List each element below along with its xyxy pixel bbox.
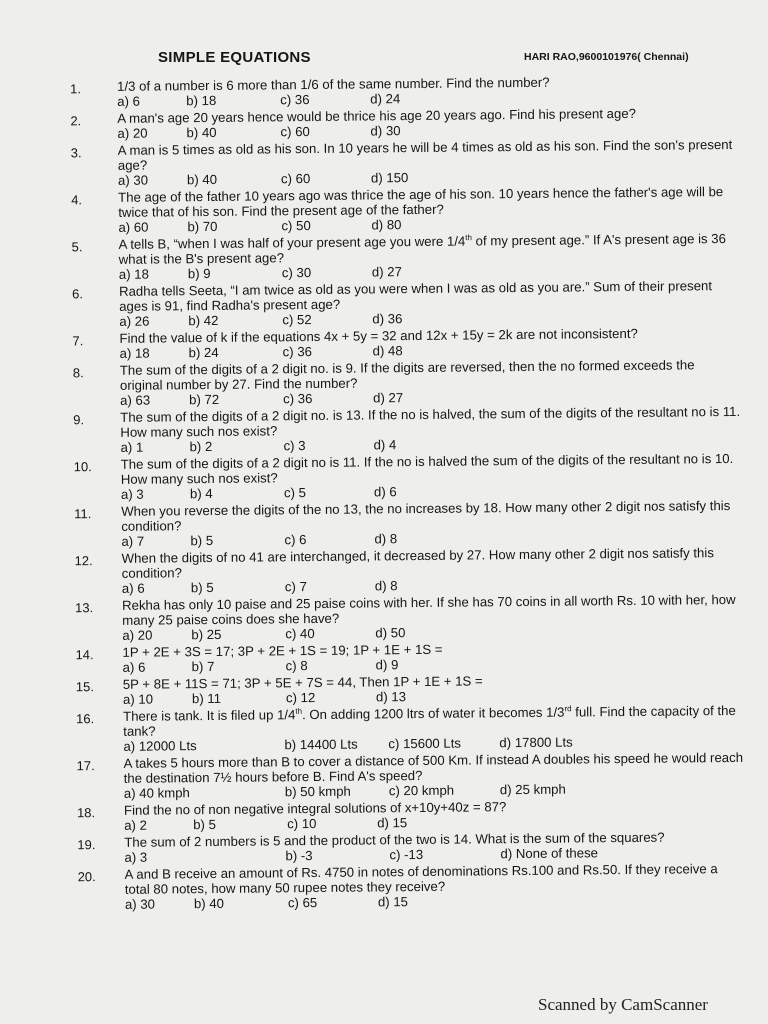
question-item [0, 73, 768, 110]
question-body [122, 592, 742, 643]
answer-option: a) 20 [117, 125, 148, 141]
answer-option: b) 14400 Lts [284, 736, 358, 753]
answer-option: b) 40 [186, 171, 218, 188]
question-item [7, 829, 768, 866]
answer-option: a) 12000 Lts [123, 738, 197, 754]
answer-option: b) 9 [187, 265, 211, 282]
answer-option: b) 72 [189, 391, 220, 408]
question-text: Radha tells Seeta, “I am twice as old as you were when I was as old as you are.” Sum of their present ages is 91, find Radha's present age? [118, 278, 713, 314]
answer-option: b) 5 [190, 532, 214, 549]
answer-option: c) 8 [285, 658, 308, 674]
answer-option: b) 70 [187, 218, 218, 235]
question-item [2, 325, 768, 362]
question-body [120, 404, 740, 455]
question-body [121, 451, 741, 502]
answer-option: c) 7 [284, 579, 307, 595]
question-body [118, 137, 738, 188]
question-number: 9. [73, 412, 85, 428]
answer-option: d) 50 [375, 625, 406, 641]
question-body [125, 861, 745, 912]
question-text: The sum of the digits of a 2 digit no. is 13. If the no is halved, the sum of the digits of the resultant no is 11. How many such nos exist? [120, 403, 741, 440]
answer-option: a) 6 [122, 659, 146, 675]
answer-option: c) 12 [285, 690, 316, 706]
question-text: A tells B, “when I was half of your present age you were 1/4th of my present age.” If A's present age is 36 what is the B's present age? [118, 231, 726, 267]
answer-option: a) 6 [121, 580, 145, 596]
answer-option: c) 15600 Lts [388, 735, 462, 752]
answer-option: d) 9 [375, 657, 399, 673]
question-number: 17. [76, 758, 95, 774]
question-item [5, 545, 768, 597]
answer-option: b) 50 kmph [284, 783, 351, 800]
question-number: 2. [70, 113, 82, 129]
question-number: 16. [76, 711, 95, 727]
answer-option: d) 6 [373, 484, 397, 500]
question-body [121, 498, 741, 549]
page-header [0, 48, 768, 68]
answer-option: d) 24 [370, 91, 401, 107]
question-number: 7. [72, 333, 84, 349]
question-body [120, 357, 740, 408]
question-text: A man's age 20 years hence would be thrice his age 20 years ago. Find his present age? [117, 105, 637, 126]
answer-option: b) 40 [193, 895, 225, 912]
question-text: Find the no of non negative integral solutions of x+10y+40z = 87? [123, 799, 507, 818]
question-text: 5P + 8E + 11S = 71; 3P + 5E + 7S = 44, Then 1P + 1E + 1S = [122, 673, 483, 692]
question-body [122, 545, 742, 596]
question-text: A takes 5 hours more than B to cover a distance of 500 Km. If instead A doubles his speed he would reach the destination 7½ hours before B. Find A's speed? [123, 749, 744, 786]
question-body [117, 105, 737, 141]
answer-option: c) 20 kmph [388, 782, 455, 799]
answer-option: d) 27 [371, 264, 402, 280]
question-text: When the digits of no 41 are interchanged, it decreased by 27. How many other 2 digit nos satisfy this condition? [121, 545, 714, 581]
question-body [117, 73, 737, 109]
question-number: 15. [75, 679, 94, 695]
answer-option: a) 3 [120, 486, 144, 502]
question-number: 5. [71, 239, 83, 255]
question-item [8, 861, 768, 913]
question-number: 18. [76, 805, 96, 821]
answer-option: a) 63 [120, 392, 151, 408]
question-item [3, 357, 768, 409]
answer-option: b) 18 [186, 92, 217, 109]
answer-option: b) -3 [285, 848, 313, 864]
answer-option: a) 30 [124, 896, 156, 912]
question-item [5, 639, 768, 676]
question-text: When you reverse the digits of the no 13, the no increases by 18. How many other 2 digit nos satisfy this condition? [121, 498, 731, 534]
question-body [118, 184, 738, 235]
question-number: 6. [71, 286, 83, 302]
answer-option: d) 150 [370, 170, 409, 186]
question-body [119, 231, 739, 282]
question-text: The sum of the digits of a 2 digit no is 11. If the no is halved the sum of the digits of the resultant no is 10. How many such nos exist? [120, 450, 734, 487]
question-text: There is tank. It is filed up 1/4th. On adding 1200 ltrs of water it becomes 1/3rd full. Find the capacity of the tank? [123, 702, 736, 739]
answer-option: d) 17800 Lts [499, 734, 573, 751]
scanner-watermark: Scanned by CamScanner [538, 995, 708, 1014]
question-text: A and B receive an amount of Rs. 4750 in notes of denominations Rs.100 and Rs.50. If they receive a total 80 notes, how many 50 rupee notes they receive? [124, 861, 718, 897]
answer-option: a) 18 [119, 345, 150, 361]
answer-option: c) 30 [281, 265, 312, 281]
answer-option: c) 65 [287, 894, 318, 911]
question-text: A man is 5 times as old as his son. In 10 years he will be 4 times as old as his son. Find the son's present age? [117, 136, 733, 173]
question-number: 3. [70, 145, 82, 161]
answer-option: b) 7 [191, 658, 215, 675]
answer-option: c) 6 [284, 532, 307, 548]
question-item [4, 498, 768, 550]
answer-option: d) 80 [371, 217, 402, 233]
question-body [124, 829, 744, 865]
question-item [1, 137, 768, 189]
answer-option: d) 13 [375, 689, 407, 705]
question-item [6, 671, 768, 708]
question-item [1, 184, 768, 236]
answer-option: a) 26 [119, 313, 150, 329]
answer-option: b) 4 [189, 485, 213, 502]
question-body [123, 671, 743, 707]
page-title: SIMPLE EQUATIONS [158, 49, 311, 66]
question-text: Rekha has only 10 paise and 25 paise coins with her. If she has 70 coins in all worth Rs. 10 with her, how many 25 paise coins does she have? [121, 591, 736, 628]
answer-option: b) 25 [191, 626, 222, 643]
question-list [0, 73, 768, 915]
answer-option: c) 3 [283, 438, 306, 454]
answer-option: a) 10 [122, 691, 154, 707]
answer-option: b) 40 [186, 124, 217, 141]
question-item [7, 797, 768, 834]
question-number: 10. [73, 459, 92, 475]
question-body [123, 703, 743, 754]
question-item [4, 451, 768, 503]
answer-option: d) 27 [372, 390, 404, 406]
answer-option: a) 7 [121, 533, 145, 549]
answer-option: c) 36 [280, 92, 310, 108]
question-item [2, 231, 768, 283]
answer-option: d) 8 [374, 531, 398, 547]
answer-option: c) 40 [285, 626, 315, 642]
answer-option: a) 30 [117, 172, 149, 188]
answer-option: c) 60 [280, 171, 311, 187]
answer-option: b) 2 [189, 438, 213, 455]
question-body [122, 639, 742, 675]
question-text: The sum of the digits of a 2 digit no. is 9. If the digits are reversed, then the no formed exceeds the original number by 27. Find the number? [119, 357, 695, 393]
answer-option: b) 24 [188, 344, 219, 361]
answer-option: b) 11 [191, 690, 222, 707]
answer-option: a) 6 [117, 93, 141, 109]
question-text: The age of the father 10 years ago was thrice the age of his son. 10 years hence the father's age will be twice that of his son. Find the present age of the father? [118, 184, 724, 220]
question-item [2, 278, 768, 330]
question-text: 1/3 of a number is 6 more than 1/6 of the same number. Find the number? [116, 74, 550, 94]
answer-option: d) 15 [377, 894, 409, 910]
answer-option: d) None of these [500, 845, 599, 862]
answer-option: d) 30 [370, 123, 401, 139]
question-body [123, 750, 743, 801]
answer-option: c) -13 [389, 846, 424, 863]
question-number: 8. [72, 365, 84, 381]
answer-option: b) 5 [190, 579, 214, 596]
question-text: The sum of 2 numbers is 5 and the product of the two is 14. What is the sum of the squares? [124, 829, 665, 850]
answer-option: c) 50 [281, 218, 311, 234]
answer-option: b) 5 [193, 816, 216, 833]
answer-option: b) 42 [188, 312, 219, 329]
question-item [6, 750, 768, 802]
answer-option: a) 18 [118, 266, 150, 282]
answer-option: d) 8 [374, 578, 398, 594]
question-number: 1. [70, 81, 82, 97]
answer-option: d) 48 [372, 343, 403, 359]
question-number: 14. [75, 647, 94, 663]
question-number: 4. [71, 192, 83, 208]
question-number: 11. [74, 506, 92, 522]
answer-option: d) 4 [373, 437, 397, 453]
question-body [119, 325, 739, 361]
answer-option: d) 36 [372, 311, 403, 327]
answer-option: c) 5 [283, 485, 307, 501]
question-number: 12. [74, 553, 93, 569]
answer-option: a) 60 [118, 219, 149, 235]
question-number: 19. [77, 837, 96, 853]
question-body [124, 797, 744, 833]
answer-option: c) 52 [282, 312, 312, 328]
question-item [3, 404, 768, 456]
answer-option: c) 36 [282, 344, 313, 360]
author-credit: HARI RAO,9600101976( Chennai) [524, 51, 689, 63]
answer-option: d) 15 [377, 815, 408, 831]
answer-option: a) 3 [124, 849, 148, 865]
question-text: 1P + 2E + 3S = 17; 3P + 2E + 1S = 19; 1P + 1E + 1S = [122, 641, 443, 660]
question-item [6, 703, 768, 755]
answer-option: c) 60 [280, 124, 310, 140]
question-item [0, 105, 768, 142]
answer-option: c) 10 [287, 815, 317, 832]
answer-option: a) 40 kmph [123, 785, 190, 801]
answer-option: a) 20 [122, 627, 153, 643]
answer-option: a) 1 [120, 439, 144, 455]
question-item [5, 592, 768, 644]
answer-option: d) 25 kmph [499, 781, 566, 798]
question-body [119, 278, 739, 329]
question-number: 20. [77, 869, 96, 885]
question-number: 13. [74, 600, 94, 616]
answer-option: c) 36 [283, 391, 313, 407]
answer-option: a) 2 [124, 817, 147, 833]
question-text: Find the value of k if the equations 4x + 5y = 32 and 12x + 15y = 2k are not inconsistent? [119, 325, 638, 346]
